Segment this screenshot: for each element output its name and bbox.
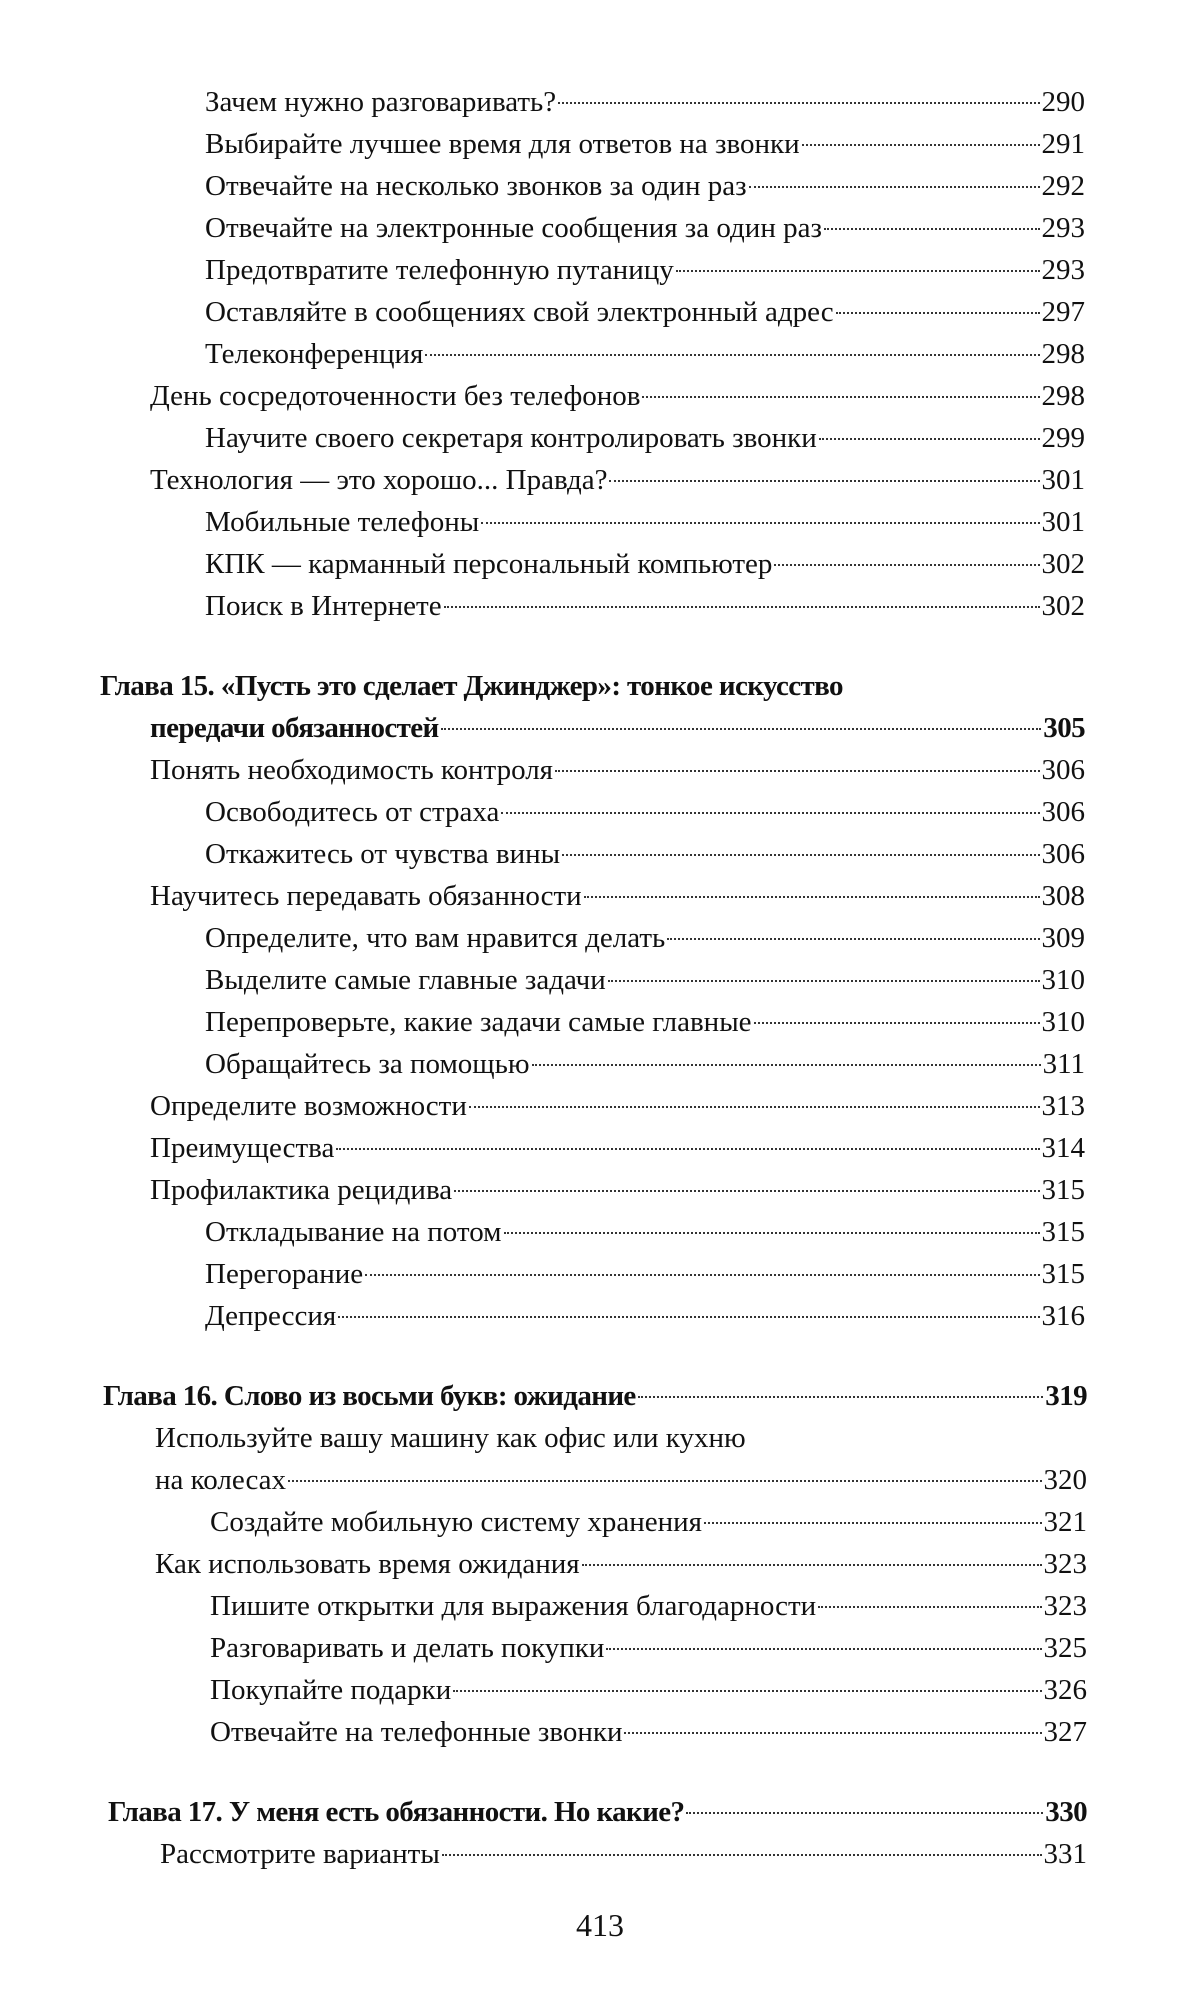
dot-leader [441, 728, 1042, 730]
toc-entry-page: 326 [1043, 1674, 1087, 1706]
toc-entry-page: 320 [1043, 1464, 1087, 1496]
dot-leader [469, 1106, 1040, 1108]
toc-entry-title: КПК — карманный персональный компьютер [205, 548, 773, 580]
toc-entry [205, 292, 1085, 332]
chapter-16-title: Глава 16. Слово из восьми букв: ожидание [103, 1380, 636, 1412]
toc-entry-page: 293 [1041, 254, 1085, 286]
toc-entry-title-line2: на колесах [155, 1464, 287, 1496]
toc-entry-page: 315 [1041, 1216, 1085, 1248]
toc-entry [205, 1212, 1085, 1252]
dot-leader [532, 1064, 1041, 1066]
toc-entry-page: 311 [1042, 1048, 1085, 1080]
toc-entry-title: Освободитесь от страха [205, 796, 500, 828]
toc-entry-page: 292 [1041, 170, 1085, 202]
toc-entry-page: 297 [1041, 296, 1085, 328]
toc-entry-page: 310 [1041, 1006, 1085, 1038]
chapter-15-heading-line1: Глава 15. «Пусть это сделает Джинджер»: тонкое искусство [100, 670, 843, 702]
toc-entry-title: Преимущества [150, 1132, 335, 1164]
chapter-15-page: 305 [1043, 712, 1085, 744]
toc-entry-title: Научитесь передавать обязанности [150, 880, 582, 912]
toc-entry-title: Определите, что вам нравится делать [205, 922, 666, 954]
dot-leader [774, 564, 1039, 566]
toc-entry-title: Оставляйте в сообщениях свой электронный адрес [205, 296, 834, 328]
toc-entry [205, 1254, 1085, 1294]
toc-entry-title: Как использовать время ожидания [155, 1548, 580, 1580]
toc-entry-title: Предотвратите телефонную путаницу [205, 254, 674, 286]
toc-entry [210, 1628, 1087, 1668]
dot-leader [444, 606, 1040, 608]
chapter-16-heading [103, 1376, 1087, 1416]
dot-leader [686, 1812, 1043, 1814]
toc-entry-title: Поиск в Интернете [205, 590, 442, 622]
toc-entry [150, 750, 1085, 790]
toc-entry-title-line1: Используйте вашу машину как офис или кухню [155, 1422, 746, 1454]
toc-entry [150, 1128, 1085, 1168]
dot-leader [836, 312, 1040, 314]
dot-leader [754, 1022, 1040, 1024]
dot-leader [425, 354, 1039, 356]
dot-leader [818, 1606, 1041, 1608]
toc-entry [205, 418, 1085, 458]
toc-entry-title: Рассмотрите варианты [160, 1838, 440, 1870]
toc-entry [160, 1834, 1087, 1874]
dot-leader [453, 1690, 1041, 1692]
toc-entry-title: Перегорание [205, 1258, 364, 1290]
toc-entry [205, 1002, 1085, 1042]
toc-entry [205, 334, 1085, 374]
dot-leader [288, 1480, 1041, 1482]
toc-entry-title: Отвечайте на электронные сообщения за один раз [205, 212, 822, 244]
toc-entry [205, 918, 1085, 958]
toc-entry-title: Перепроверьте, какие задачи самые главные [205, 1006, 752, 1038]
dot-leader [555, 770, 1039, 772]
toc-entry-title: День сосредоточенности без телефонов [150, 380, 641, 412]
toc-entry-title: Зачем нужно разговаривать? [205, 86, 557, 118]
dot-leader [749, 186, 1040, 188]
dot-leader [819, 438, 1040, 440]
chapter-16-page: 319 [1045, 1380, 1087, 1412]
toc-entry-page: 310 [1041, 964, 1085, 996]
dot-leader [676, 270, 1040, 272]
toc-entry-title: Отвечайте на несколько звонков за один раз [205, 170, 747, 202]
toc-entry-title: Отвечайте на телефонные звонки [210, 1716, 623, 1748]
toc-entry-page: 308 [1041, 880, 1085, 912]
toc-entry-page: 331 [1043, 1838, 1087, 1870]
dot-leader [667, 938, 1039, 940]
dot-leader [558, 102, 1039, 104]
toc-entry [210, 1502, 1087, 1542]
toc-entry-page: 290 [1041, 86, 1085, 118]
dot-leader [562, 854, 1039, 856]
toc-entry-title: Создайте мобильную систему хранения [210, 1506, 703, 1538]
dot-leader [624, 1732, 1041, 1734]
toc-entry [150, 1086, 1085, 1126]
dot-leader [504, 1232, 1040, 1234]
dot-leader [582, 1564, 1042, 1566]
toc-entry-title: Разговаривать и делать покупки [210, 1632, 605, 1664]
toc-entry [205, 1044, 1085, 1084]
toc-entry [205, 502, 1085, 542]
toc-entry-title: Телеконференция [205, 338, 424, 370]
toc-entry-page: 298 [1041, 380, 1085, 412]
toc-entry-title: Откладывание на потом [205, 1216, 502, 1248]
toc-entry-title: Научите своего секретаря контролировать звонки [205, 422, 817, 454]
toc-entry-page: 323 [1043, 1590, 1087, 1622]
toc-entry-title: Откажитесь от чувства вины [205, 838, 561, 870]
toc-entry-page: 302 [1041, 548, 1085, 580]
chapter-17-page: 330 [1045, 1796, 1087, 1828]
dot-leader [609, 480, 1039, 482]
toc-entry [210, 1712, 1087, 1752]
toc-entry [155, 1460, 1087, 1500]
dot-leader [338, 1316, 1039, 1318]
toc-entry-page: 325 [1043, 1632, 1087, 1664]
page-number: 413 [576, 1907, 624, 1943]
toc-entry-page: 323 [1043, 1548, 1087, 1580]
dot-leader [501, 812, 1039, 814]
toc-entry-page: 293 [1041, 212, 1085, 244]
toc-entry-title: Обращайтесь за помощью [205, 1048, 530, 1080]
toc-entry-title: Понять необходимость контроля [150, 754, 554, 786]
dot-leader [638, 1396, 1044, 1398]
toc-entry-title: Выбирайте лучшее время для ответов на звонки [205, 128, 800, 160]
toc-entry-page: 301 [1041, 506, 1085, 538]
dot-leader [608, 980, 1040, 982]
dot-leader [336, 1148, 1039, 1150]
dot-leader [481, 522, 1039, 524]
toc-entry [205, 208, 1085, 248]
dot-leader [642, 396, 1039, 398]
toc-entry-page: 315 [1041, 1258, 1085, 1290]
toc-entry [150, 1170, 1085, 1210]
toc-entry-page: 306 [1041, 754, 1085, 786]
toc-entry [205, 960, 1085, 1000]
chapter-17-title: Глава 17. У меня есть обязанности. Но какие? [108, 1796, 685, 1828]
toc-entry-title: Мобильные телефоны [205, 506, 480, 538]
toc-entry-page: 298 [1041, 338, 1085, 370]
toc-entry-page: 315 [1041, 1174, 1085, 1206]
toc-entry [205, 82, 1085, 122]
toc-entry [205, 166, 1085, 206]
toc-entry-title: Покупайте подарки [210, 1674, 452, 1706]
toc-entry [150, 376, 1085, 416]
dot-leader [704, 1522, 1041, 1524]
toc-entry-title: Выделите самые главные задачи [205, 964, 606, 996]
dot-leader [454, 1190, 1039, 1192]
toc-entry-title: Технология — это хорошо... Правда? [150, 464, 608, 496]
toc-entry [210, 1586, 1087, 1626]
chapter-15-heading-line2: передачи обязанностей [150, 712, 439, 744]
toc-entry-page: 299 [1041, 422, 1085, 454]
toc-entry-page: 291 [1041, 128, 1085, 160]
toc-entry [150, 460, 1085, 500]
toc-entry-page: 302 [1041, 590, 1085, 622]
dot-leader [365, 1274, 1039, 1276]
dot-leader [824, 228, 1040, 230]
chapter-15-heading [150, 708, 1085, 748]
toc-entry [205, 124, 1085, 164]
dot-leader [802, 144, 1040, 146]
toc-entry-title: Профилактика рецидива [150, 1174, 453, 1206]
toc-entry-page: 306 [1041, 838, 1085, 870]
toc-entry [205, 792, 1085, 832]
toc-entry [205, 1296, 1085, 1336]
toc-entry-page: 316 [1041, 1300, 1085, 1332]
toc-entry [155, 1544, 1087, 1584]
toc-entry-page: 314 [1041, 1132, 1085, 1164]
chapter-17-heading [108, 1792, 1087, 1832]
dot-leader [606, 1648, 1041, 1650]
toc-entry-title: Пишите открытки для выражения благодарности [210, 1590, 817, 1622]
toc-entry-page: 313 [1041, 1090, 1085, 1122]
toc-entry [205, 586, 1085, 626]
toc-entry [150, 876, 1085, 916]
toc-entry-page: 306 [1041, 796, 1085, 828]
toc-entry [210, 1670, 1087, 1710]
toc-entry [205, 544, 1085, 584]
toc-entry-page: 327 [1043, 1716, 1087, 1748]
toc-entry [205, 250, 1085, 290]
toc-entry-page: 309 [1041, 922, 1085, 954]
dot-leader [584, 896, 1040, 898]
toc-entry-title: Депрессия [205, 1300, 337, 1332]
toc-entry [205, 834, 1085, 874]
toc-entry-title: Определите возможности [150, 1090, 467, 1122]
toc-entry-page: 321 [1043, 1506, 1087, 1538]
dot-leader [442, 1854, 1042, 1856]
toc-entry-page: 301 [1041, 464, 1085, 496]
